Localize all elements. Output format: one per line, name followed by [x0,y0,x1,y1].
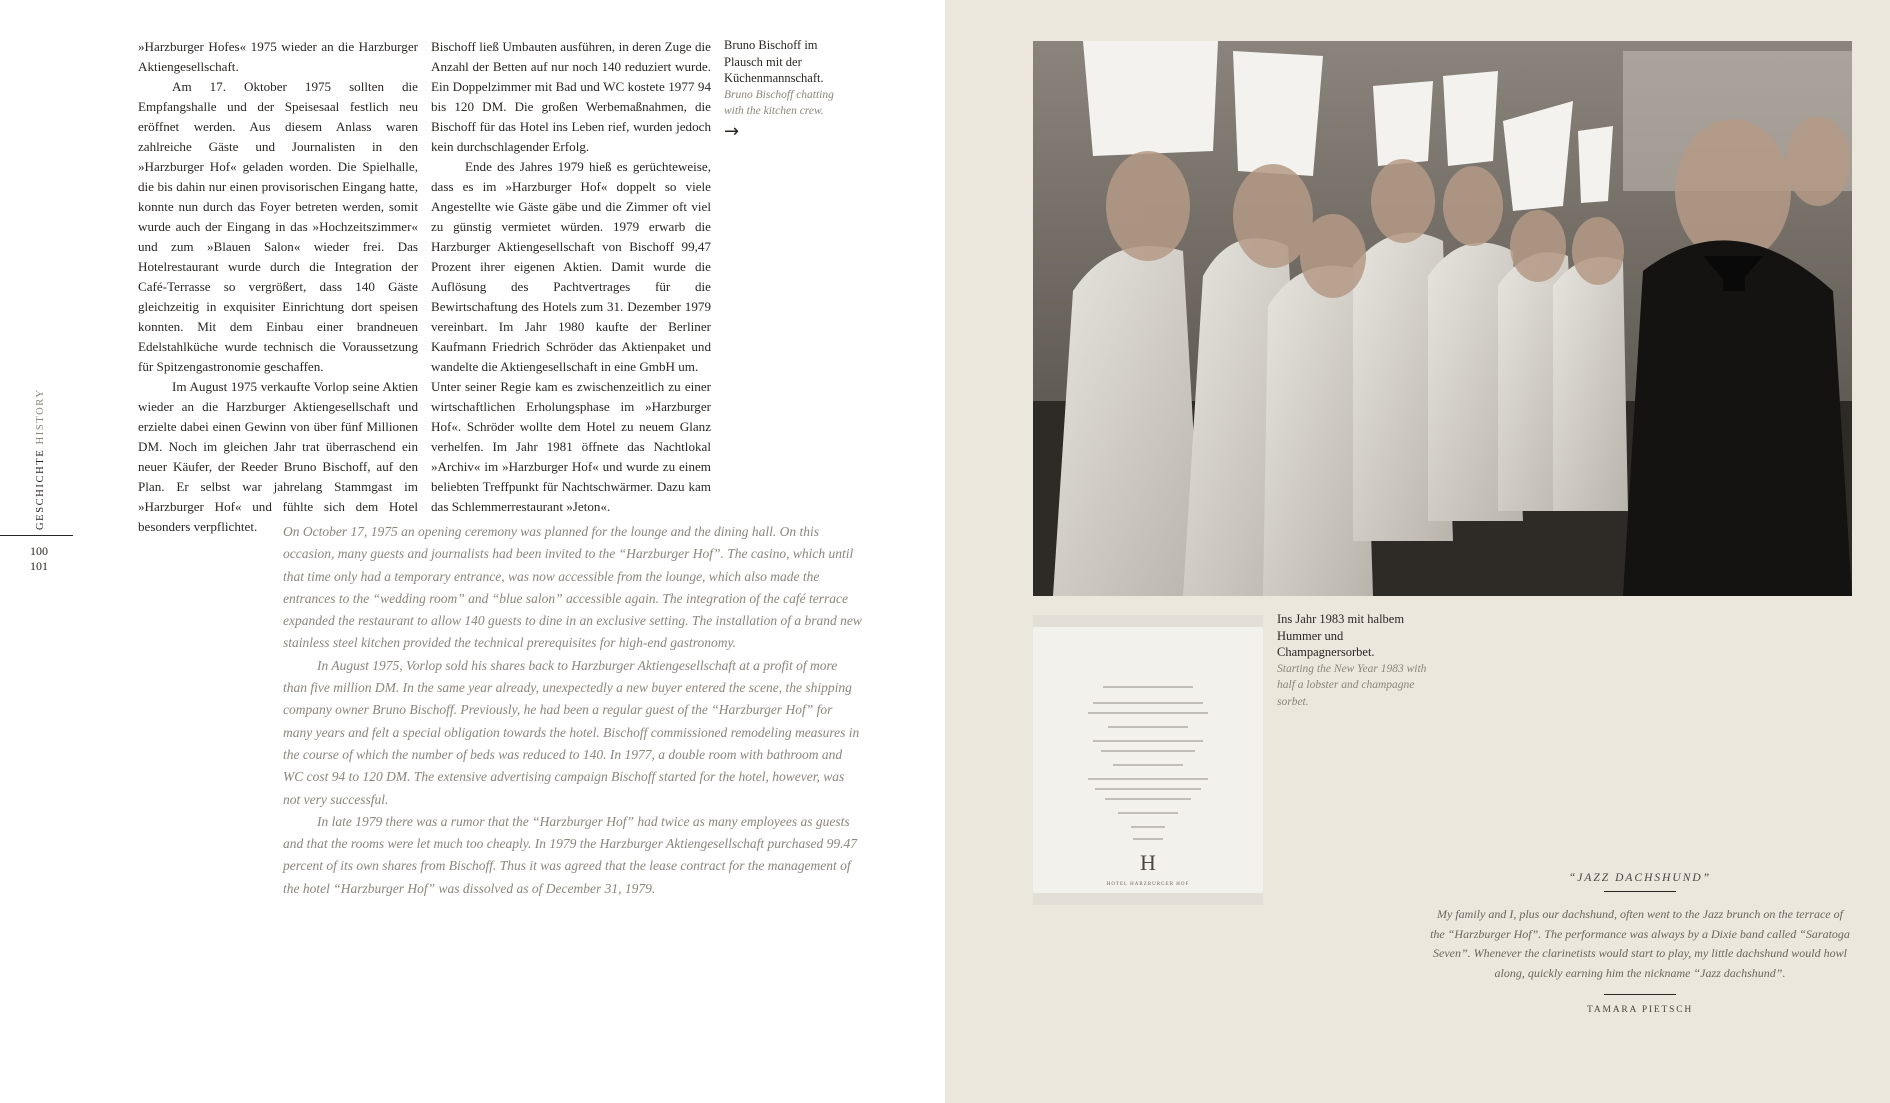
section-label-german: GESCHICHTE [35,448,46,530]
german-paragraph: Unter seiner Regie kam es zwischenzeitlich zu einer wirtschaftlichen Erholungsphase im »Harzburger Hof«. Schröder wollte dem Hotel zu neuem Glanz verhelfen. Im Jahr 1981 öffnete das Nachtlokal »Archiv« im »Harzburger Hof« und wurde zu einem beliebten Treffpunkt für Nachtschwärmer. Dazu kam das Schlemmerrestaurant »Jeton«. [431,379,711,514]
caption-english: Bruno Bischoff chatting with the kitchen crew. [724,88,834,117]
quote-text: My family and I, plus our dachshund, often went to the Jazz brunch on the terrace of the “Harzburger Hof”. The performance was always by a Dixie band called “Saratoga Seven”. Whenever the clarinetists would start to play, my little dachshund would howl along, quickly earning him the nickname “Jazz dachshund”. [1430,907,1850,980]
page-number-left: 100 [30,544,48,558]
quote-divider-top [1604,891,1676,892]
caption-german: Bruno Bischoff im Plausch mit der Küchenmannschaft. [724,38,824,85]
quote-block [1430,872,1850,1015]
menu-photo-caption [1277,611,1437,710]
caption-english: Starting the New Year 1983 with half a lobster and champagne sorbet. [1277,662,1427,708]
menu-card-footer: HOTEL HARZBURGER HOF [1106,882,1190,887]
photo-side-caption [724,37,854,142]
caption-german: Ins Jahr 1983 mit halbem Hummer und Champagnersorbet. [1277,612,1405,659]
menu-card-image [1033,615,1263,905]
menu-card-photo [1033,615,1263,905]
kitchen-crew-photo [1033,41,1852,596]
german-paragraph: »Harzburger Hofes« 1975 wieder an die Harzburger Aktiengesellschaft. [138,39,418,74]
english-translation [283,521,863,900]
english-paragraph: In August 1975, Vorlop sold his shares back to Harzburger Aktiengesellschaft at a profit of more than five million DM. In the same year already, unexpectedly a new buyer entered the scene, the shipping company owner Bruno Bischoff. Previously, he had been a regular guest of the “Harzburger Hof” for many years and felt a special obligation towards the hotel. Bischoff commissioned remodeling measures in the course of which the number of beds was reduced to 140. In 1977, a double room with bathroom and WC cost 94 to 120 DM. The extensive advertising campaign Bischoff started for the hotel, however, was not very successful. [283,657,860,807]
english-paragraph: In late 1979 there was a rumor that the “Harzburger Hof” had twice as many employees as guests and that the rooms were let much too cheaply. In 1979 the Harzburger Aktiengesellschaft purchased 99.47 percent of its own shares from Bischoff. Thus it was agreed that the lease contract for the management of the hotel “Harzburger Hof” was dissolved as of December 31, 1979. [283,813,858,896]
quote-title: “JAZZ DACHSHUND” [1568,872,1712,884]
quote-author: TAMARA PIETSCH [1587,1005,1693,1015]
german-paragraph: Ende des Jahres 1979 hieß es gerüchteweise, dass es im »Harzburger Hof« doppelt so viele Angestellte wie Gäste gäbe und die Zimmer oft viel zu günstig vermietet würden. 1979 erwarb die Harzburger Aktiengesellschaft von Bischoff 99,47 Prozent ihrer eigenen Aktien. Damit wurde die Auflösung des Pachtvertrages für die Bewirtschaftung des Hotels zum 31. Dezember 1979 vereinbart. Im Jahr 1980 kaufte der Berliner Kaufmann Friedrich Schröder das Aktienpaket und wandelte die Aktiengesellschaft in eine GmbH um. [431,159,711,374]
arrow-right-icon: → [724,120,740,142]
page-number-divider [0,535,73,536]
section-label-english: HISTORY [35,388,46,445]
section-label [35,388,46,530]
german-text-column-1 [138,37,418,537]
german-paragraph: Am 17. Oktober 1975 sollten die Empfangshalle und der Speisesaal festlich neu eröffnet werden. Aus diesem Anlass waren zahlreiche Gäste und Journalisten in den »Harzburger Hof« geladen worden. Die Spielhalle, die bis dahin nur einen provisorischen Eingang hatte, konnte nun durch das Foyer betreten werden, somit wurde auch der Eingang in das »Hochzeitszimmer« und zum »Blauen Salon« wieder frei. Das Hotelrestaurant wurde durch die Integration der Café-Terrasse so vergrößert, dass 140 Gäste gleichzeitig in exquisiter Einrichtung dort speisen konnten. Mit dem Einbau einer brandneuen Edelstahlküche wurde technisch die Voraussetzung für Spitzengastronomie geschaffen. [138,79,418,374]
german-paragraph: Bischoff ließ Umbauten ausführen, in deren Zuge die Anzahl der Betten auf nur noch 140 reduziert wurde. Ein Doppelzimmer mit Bad und WC kostete 1977 94 bis 120 DM. Die großen Werbemaßnahmen, die Bischoff für das Hotel ins Leben rief, wurden jedoch kein durchschlagender Erfolg. [431,39,711,154]
page-number-right: 101 [30,559,48,573]
kitchen-crew-photo-image [1033,41,1852,596]
hotel-monogram: H [1140,850,1156,875]
page-numbers [30,544,48,574]
english-paragraph: On October 17, 1975 an opening ceremony was planned for the lounge and the dining hall. On this occasion, many guests and journalists had been invited to the “Harzburger Hof”. The casino, which until that time only had a temporary entrance, was now accessible from the lounge, which also made the entrances to the “wedding room” and “blue salon” accessible again. The integration of the café terrace expanded the restaurant to allow 140 guests to dine in an exclusive setting. The installation of a brand new stainless steel kitchen provided the technical prerequisites for high-end gastronomy. [283,524,862,651]
german-text-column-2 [431,37,711,517]
german-paragraph: Im August 1975 verkaufte Vorlop seine Aktien wieder an die Harzburger Aktiengesellschaft und erzielte dabei einen Gewinn von über fünf Millionen DM. Noch im gleichen Jahr trat überraschend ein neuer Käufer, der Reeder Bruno Bischoff, auf den Plan. Er selbst war jahrelang Stammgast im »Harzburger Hof« und fühlte sich dem Hotel besonders verpflichtet. [138,379,418,534]
quote-divider-bottom [1604,994,1676,995]
